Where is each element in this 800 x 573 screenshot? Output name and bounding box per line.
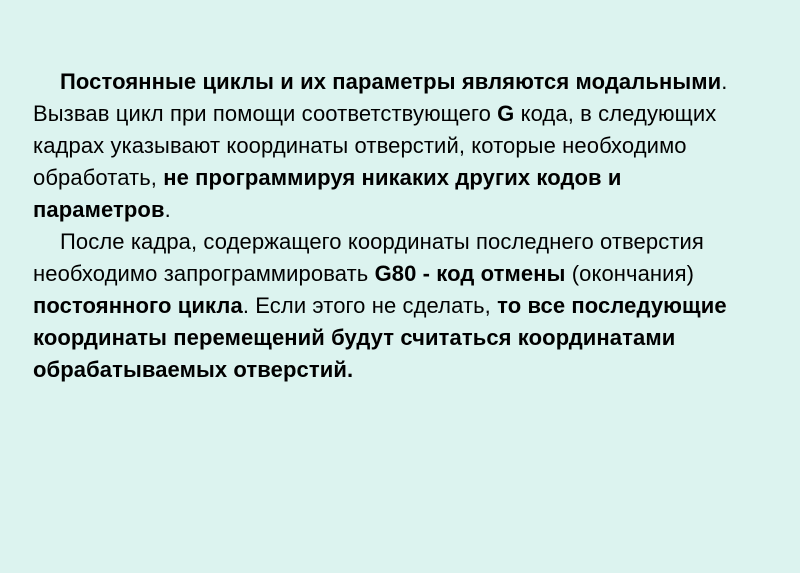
bold-text-run: то все последующие координаты перемещений будут считаться координатами обрабатываемых отверстий.	[33, 293, 727, 382]
regular-text-run: (окончания)	[571, 261, 695, 286]
regular-text-run: . Если этого не сделать,	[242, 293, 498, 318]
slide-text	[33, 66, 755, 386]
bold-text-run: G	[497, 101, 515, 126]
regular-text-run: После кадра, содержащего координаты последнего отверстия необходимо запрограммировать	[33, 229, 704, 286]
bold-text-run: не программируя никаких других кодов и параметров	[33, 165, 622, 222]
regular-text-run: . Вызвав цикл при помощи соответствующего	[33, 69, 728, 126]
bold-text-run: постоянного цикла	[33, 293, 243, 318]
bold-text-run: G80 - код отмены	[374, 261, 572, 286]
paragraph	[33, 66, 755, 226]
regular-text-run: .	[164, 197, 171, 222]
bold-text-run: Постоянные циклы и их параметры являются модальными	[60, 69, 722, 94]
regular-text-run: кода, в следующих кадрах указывают координаты отверстий, которые необходимо обработать,	[33, 101, 717, 190]
paragraph	[33, 226, 755, 386]
